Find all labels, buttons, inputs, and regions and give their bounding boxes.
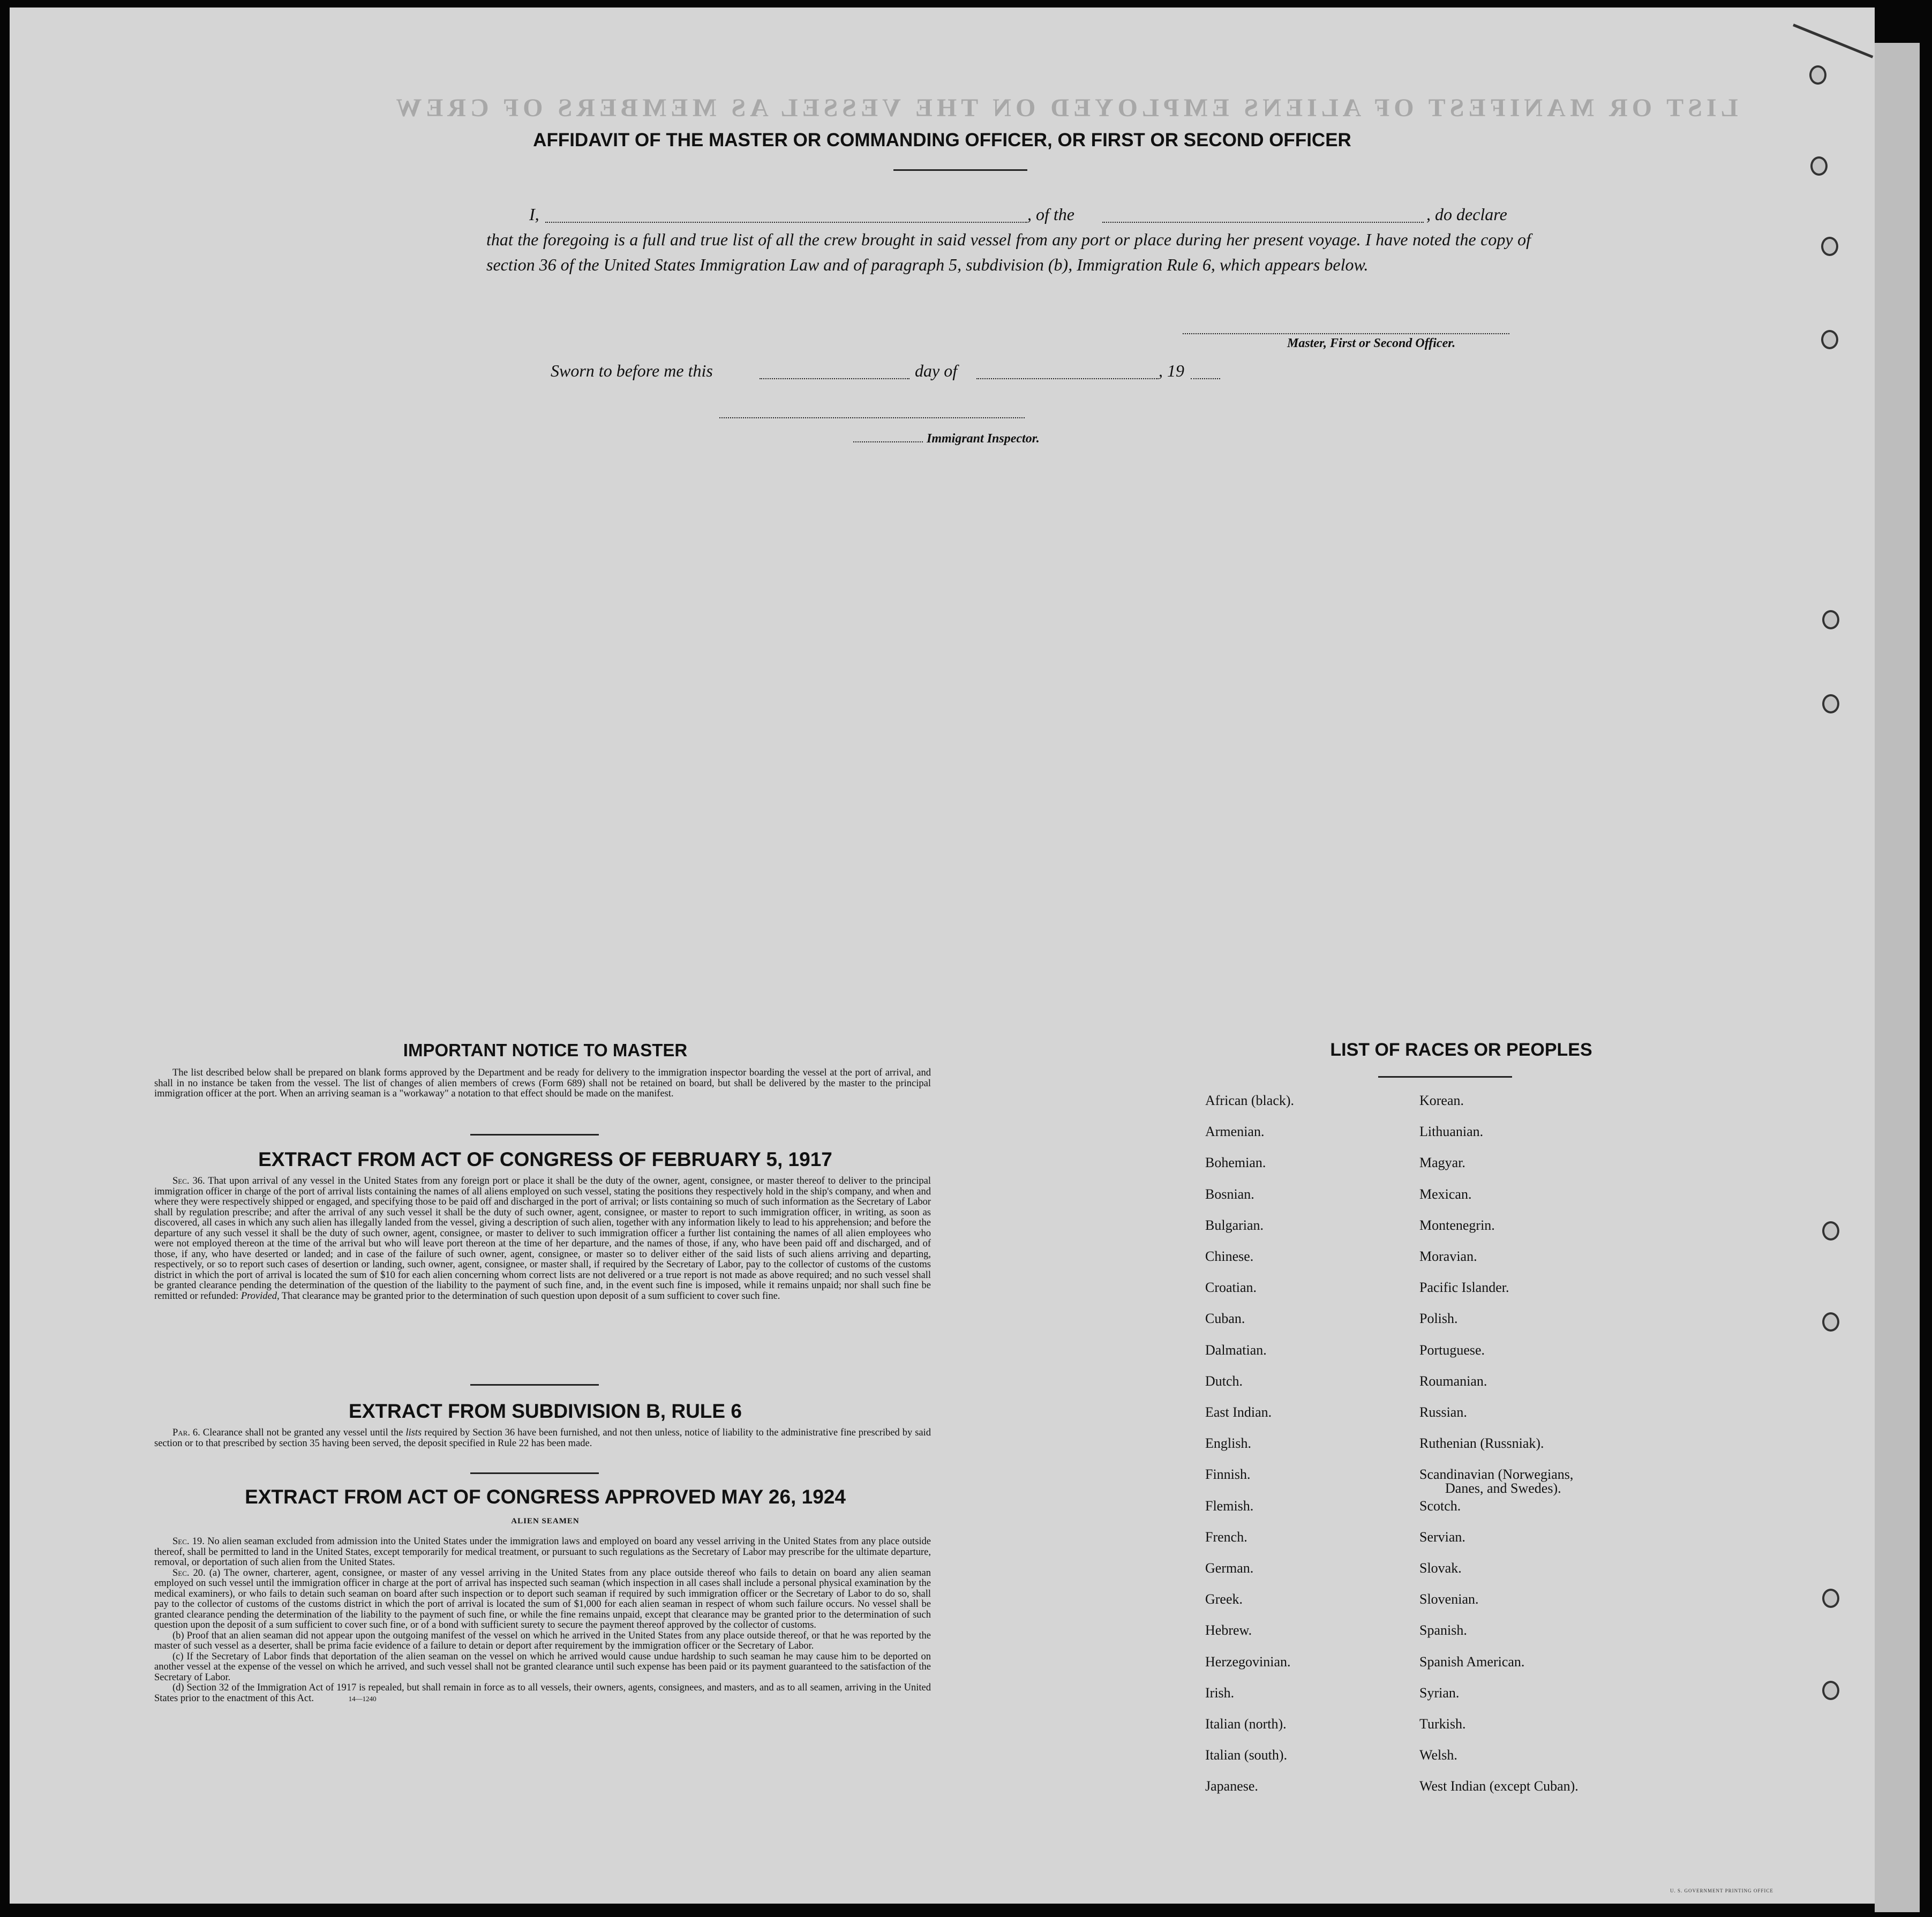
- of-the-label: , of the: [1027, 205, 1074, 224]
- races-rule: [1378, 1076, 1512, 1078]
- notice-heading: IMPORTANT NOTICE TO MASTER: [403, 1040, 688, 1060]
- race-item: German.: [1205, 1560, 1254, 1576]
- race-item: Moravian.: [1419, 1249, 1477, 1264]
- master-signature-label: Master, First or Second Officer.: [1287, 336, 1456, 350]
- race-item: Bohemian.: [1205, 1155, 1266, 1170]
- extract-1917-heading: EXTRACT FROM ACT OF CONGRESS OF FEBRUARY 5, 1917: [258, 1148, 832, 1170]
- punch-hole: [1822, 1221, 1839, 1241]
- month-line: [976, 378, 1159, 379]
- race-item: Hebrew.: [1205, 1622, 1252, 1638]
- extract-rule6-text: [154, 1428, 931, 1449]
- race-item: Korean.: [1419, 1093, 1464, 1108]
- race-item: Slovak.: [1419, 1560, 1462, 1576]
- proviso-label: Provided,: [240, 1290, 280, 1302]
- punch-hole: [1822, 1681, 1839, 1700]
- alien-seamen-subheading: ALIEN SEAMEN: [511, 1517, 580, 1525]
- i-label: I,: [529, 205, 539, 224]
- race-item: Welsh.: [1419, 1747, 1457, 1763]
- sec-20b-paragraph: (b) Proof that an alien seaman did not appear upon the outgoing manifest of the vessel on which he arrived in the United States from any place outside thereof, or that he was reported by the master of such vessel as a deserter, shall be prima facie evidence of a failure to detain or deport after requirement by the immigration officer or the Secretary of Labor.: [154, 1630, 931, 1651]
- year-prefix: , 19: [1159, 361, 1184, 380]
- printer-imprint: U. S. GOVERNMENT PRINTING OFFICE: [1670, 1888, 1773, 1893]
- sec-20a-paragraph: [154, 1568, 931, 1631]
- sec-36-paragraph: [154, 1176, 931, 1302]
- race-item: Italian (south).: [1205, 1747, 1288, 1763]
- do-declare-label: , do declare: [1426, 205, 1507, 224]
- sec-20a-text: (a) The owner, charterer, agent, consignee, or master of any vessel arriving in the United States from any place outside thereof who fails to detain on board any alien seaman employed on such vessel until the immigration officer in charge at the port of arrival has inspected such seaman (which inspection in all cases shall include a personal physical examination by the medical examiners), or who fails to detain such seaman on board after such inspection or to deport such seaman if required by such immigration officer or the Secretary of Labor to do so, shall pay to the collector of customs of the customs district in which the port of arrival is located the sum of $1,000 for each alien seaman in respect of whom such failure occurs. No vessel shall be granted clearance pending the determination of the liability to the payment of such fine, or while the fine remains unpaid, except that clearance may be granted prior to the determination of such question upon the deposit of a sum sufficient to cover such fine, or of a bond with sufficient surety to secure the payment thereof approved by the collector of customs.: [154, 1567, 931, 1630]
- sec-20d-text: (d) Section 32 of the Immigration Act of 1917 is repealed, but shall remain in force as to all vessels, their owners, agents, consignees, and masters, and as to all seamen, arriving in the United States prior to the enactment of this Act.: [154, 1682, 931, 1704]
- race-item: Servian.: [1419, 1529, 1465, 1545]
- sec-19-paragraph: [154, 1537, 931, 1568]
- race-item: Dutch.: [1205, 1373, 1243, 1389]
- sec-20d-paragraph: [154, 1683, 931, 1704]
- race-item: Spanish.: [1419, 1622, 1467, 1638]
- race-item: Roumanian.: [1419, 1373, 1487, 1389]
- par-6-paragraph: [154, 1428, 931, 1449]
- bleed-through-title: LIST OR MANIFEST OF ALIENS EMPLOYED ON THE VESSEL AS MEMBERS OF CREW: [392, 94, 1738, 122]
- race-item: Croatian.: [1205, 1280, 1257, 1295]
- document-page: [10, 7, 1875, 1904]
- race-item: Cuban.: [1205, 1311, 1245, 1326]
- inspector-label: Immigrant Inspector.: [927, 432, 1040, 446]
- sworn-label: Sworn to before me this: [551, 361, 713, 380]
- race-item: Greek.: [1205, 1591, 1243, 1607]
- race-item: African (black).: [1205, 1093, 1295, 1108]
- race-item: Ruthenian (Russniak).: [1419, 1435, 1544, 1451]
- sec-36-label: Sec. 36.: [172, 1176, 205, 1186]
- punch-hole: [1822, 1589, 1839, 1608]
- punch-hole: [1809, 65, 1826, 85]
- race-item: Polish.: [1419, 1311, 1458, 1326]
- race-item: Irish.: [1205, 1685, 1235, 1701]
- page-edge-strip: [1875, 43, 1920, 1912]
- affidavit-title: AFFIDAVIT OF THE MASTER OR COMMANDING OFFICER, OR FIRST OR SECOND OFFICER: [533, 130, 1351, 151]
- race-item: Scandinavian (Norwegians,: [1419, 1467, 1574, 1482]
- race-item: Spanish American.: [1419, 1654, 1525, 1670]
- race-item: Turkish.: [1419, 1716, 1466, 1732]
- race-item: Chinese.: [1205, 1249, 1254, 1264]
- punch-hole: [1821, 330, 1838, 349]
- proviso-text: That clearance may be granted prior to the determination of such question upon deposit of a sum sufficient to cover such fine.: [281, 1290, 780, 1302]
- sec-20-label: Sec. 20.: [172, 1567, 206, 1578]
- race-item: Bulgarian.: [1205, 1217, 1264, 1233]
- race-item: Mexican.: [1419, 1186, 1472, 1202]
- punch-hole: [1822, 694, 1839, 713]
- folded-corner: [1793, 24, 1873, 58]
- title-rule: [893, 169, 1027, 171]
- race-item: Danes, and Swedes).: [1445, 1480, 1561, 1496]
- sec-20c-paragraph: (c) If the Secretary of Labor finds that deportation of the alien seaman on the vessel on which he arrived would cause undue hardship to such seaman he may cause him to be deported on another vessel at the expense of the vessel on which he arrived, and such vessel shall not be granted clearance until such expense has been paid or its payment guaranteed to the satisfaction of the Secretary of Labor.: [154, 1651, 931, 1683]
- form-number: 14—1240: [348, 1694, 377, 1703]
- race-item: Slovenian.: [1419, 1591, 1479, 1607]
- name-line: [545, 222, 1027, 223]
- race-item: Japanese.: [1205, 1778, 1258, 1794]
- master-signature-line: [1183, 333, 1509, 334]
- race-item: Montenegrin.: [1419, 1217, 1495, 1233]
- notice-text: [154, 1068, 931, 1100]
- race-item: Italian (north).: [1205, 1716, 1287, 1732]
- punch-hole: [1822, 610, 1839, 629]
- race-item: Dalmatian.: [1205, 1342, 1267, 1358]
- race-item: West Indian (except Cuban).: [1419, 1778, 1578, 1794]
- notice-paragraph: The list described below shall be prepared on blank forms approved by the Department and be ready for delivery to the immigration inspector boarding the vessel at the port of arrival, and shall in no instance be taken from the vessel. The list of changes of alien members of crews (Form 689) shall not be retained on board, but shall be delivered by the master to the principal immigration officer at the port. When an arriving seaman is a "workaway" a notation to that effect should be made on the manifest.: [154, 1067, 931, 1099]
- sec-36-text: That upon arrival of any vessel in the United States from any foreign port or place it shall be the duty of the owner, agent, consignee, or master thereof to deliver to the principal immigration officer in charge of the port of arrival lists containing the names of all aliens employed on such vessel, stating the positions they respectively hold in the ship's company, and when and where they were respectively shipped or engaged, and specifying those to be paid off and discharged in the port of arrival; or lists containing so much of such information as the Secretary of Labor shall by regulation prescribe; and after the arrival of any such vessel it shall be the duty of such owner, agent, consignee, or master to report to such immigration officer, in writing, as soon as discovered, all cases in which any such alien has illegally landed from the vessel, giving a description of such alien, together with any information likely to lead to his apprehension; and before the departure of any such vessel it shall be the duty of such owner, agent, consignee, or master to deliver to such immigration officer a further list containing the names of all alien employees who were not employed thereon at the time of the arrival but who will leave port thereon at the time of her departure, and the names of those, if any, who have been paid off and discharged, and of those, if any, who have deserted or landed; and in case of the failure of such owner, agent, consignee, or master so to deliver either of the said lists of such aliens arriving and departing, respectively, or so to report such cases of desertion or landing, such owner, agent, consignee, or master shall, if required by the Secretary of Labor, pay to the collector of customs of the customs district in which the port of arrival is located the sum of $10 for each alien concerning whom correct lists are not delivered or a true report is not made as above required; and no such vessel shall be granted clearance pending the determination of the question of the liability to the payment of such fine, and, in the event such fine is imposed, while it remains unpaid; nor shall such fine be remitted or refunded:: [154, 1176, 931, 1302]
- race-item: Finnish.: [1205, 1467, 1251, 1482]
- inspector-short-line: [853, 441, 923, 442]
- par-6-text-a: Clearance shall not be granted any vessel until the: [202, 1427, 403, 1438]
- inspector-signature-line: [719, 417, 1025, 418]
- race-item: Flemish.: [1205, 1498, 1254, 1514]
- vessel-line: [1102, 222, 1424, 223]
- race-item: East Indian.: [1205, 1404, 1272, 1420]
- extract-1917-rule: [470, 1384, 599, 1386]
- day-line: [760, 378, 909, 379]
- extract-rule6-heading: EXTRACT FROM SUBDIVISION B, RULE 6: [349, 1400, 742, 1422]
- extract-1917-text: [154, 1176, 931, 1302]
- day-of-label: day of: [915, 361, 958, 380]
- extract-1924-heading: EXTRACT FROM ACT OF CONGRESS APPROVED MAY 26, 1924: [245, 1486, 846, 1508]
- notice-rule: [470, 1134, 599, 1136]
- punch-hole: [1822, 1312, 1839, 1332]
- race-item: French.: [1205, 1529, 1247, 1545]
- race-item: Bosnian.: [1205, 1186, 1254, 1202]
- extract-1924-text: [154, 1537, 931, 1704]
- race-item: Scotch.: [1419, 1498, 1461, 1514]
- race-item: Portuguese.: [1419, 1342, 1485, 1358]
- race-item: English.: [1205, 1435, 1251, 1451]
- race-item: Pacific Islander.: [1419, 1280, 1509, 1295]
- race-item: Lithuanian.: [1419, 1124, 1484, 1139]
- punch-hole: [1810, 156, 1828, 176]
- races-title: LIST OF RACES OR PEOPLES: [1330, 1040, 1592, 1060]
- sec-19-text: No alien seaman excluded from admission into the United States under the immigration laws and employed on board any vessel arriving in the United States from any place outside thereof, shall be permitted to land in the United States, except temporarily for medical treatment, or pursuant to such regulations as the Secretary of Labor may prescribe for the ultimate departure, removal, or deportation of such alien from the United States.: [154, 1536, 931, 1568]
- declaration-text: that the foregoing is a full and true list of all the crew brought in said vessel from any port or place during her present voyage. I have noted the copy of section 36 of the United States Immigration Law and of paragraph 5, subdivision (b), Immigration Rule 6, which appears below.: [486, 230, 1531, 274]
- race-item: Syrian.: [1419, 1685, 1460, 1701]
- race-item: Herzegovinian.: [1205, 1654, 1291, 1670]
- year-line: [1191, 378, 1220, 379]
- par-6-label: Par. 6.: [172, 1427, 200, 1438]
- sec-19-label: Sec. 19.: [172, 1536, 205, 1547]
- extract-rule6-rule: [470, 1472, 599, 1474]
- lists-word: lists: [405, 1427, 422, 1438]
- par-6-text-b: required by Section 36 have been furnished, and not then unless, notice of liability to the administrative fine prescribed by said section or to that prescribed by section 35 having been served, the deposit specified in Rule 22 has been made.: [154, 1427, 931, 1449]
- race-item: Magyar.: [1419, 1155, 1465, 1170]
- punch-hole: [1821, 237, 1838, 256]
- race-item: Armenian.: [1205, 1124, 1265, 1139]
- race-item: Russian.: [1419, 1404, 1467, 1420]
